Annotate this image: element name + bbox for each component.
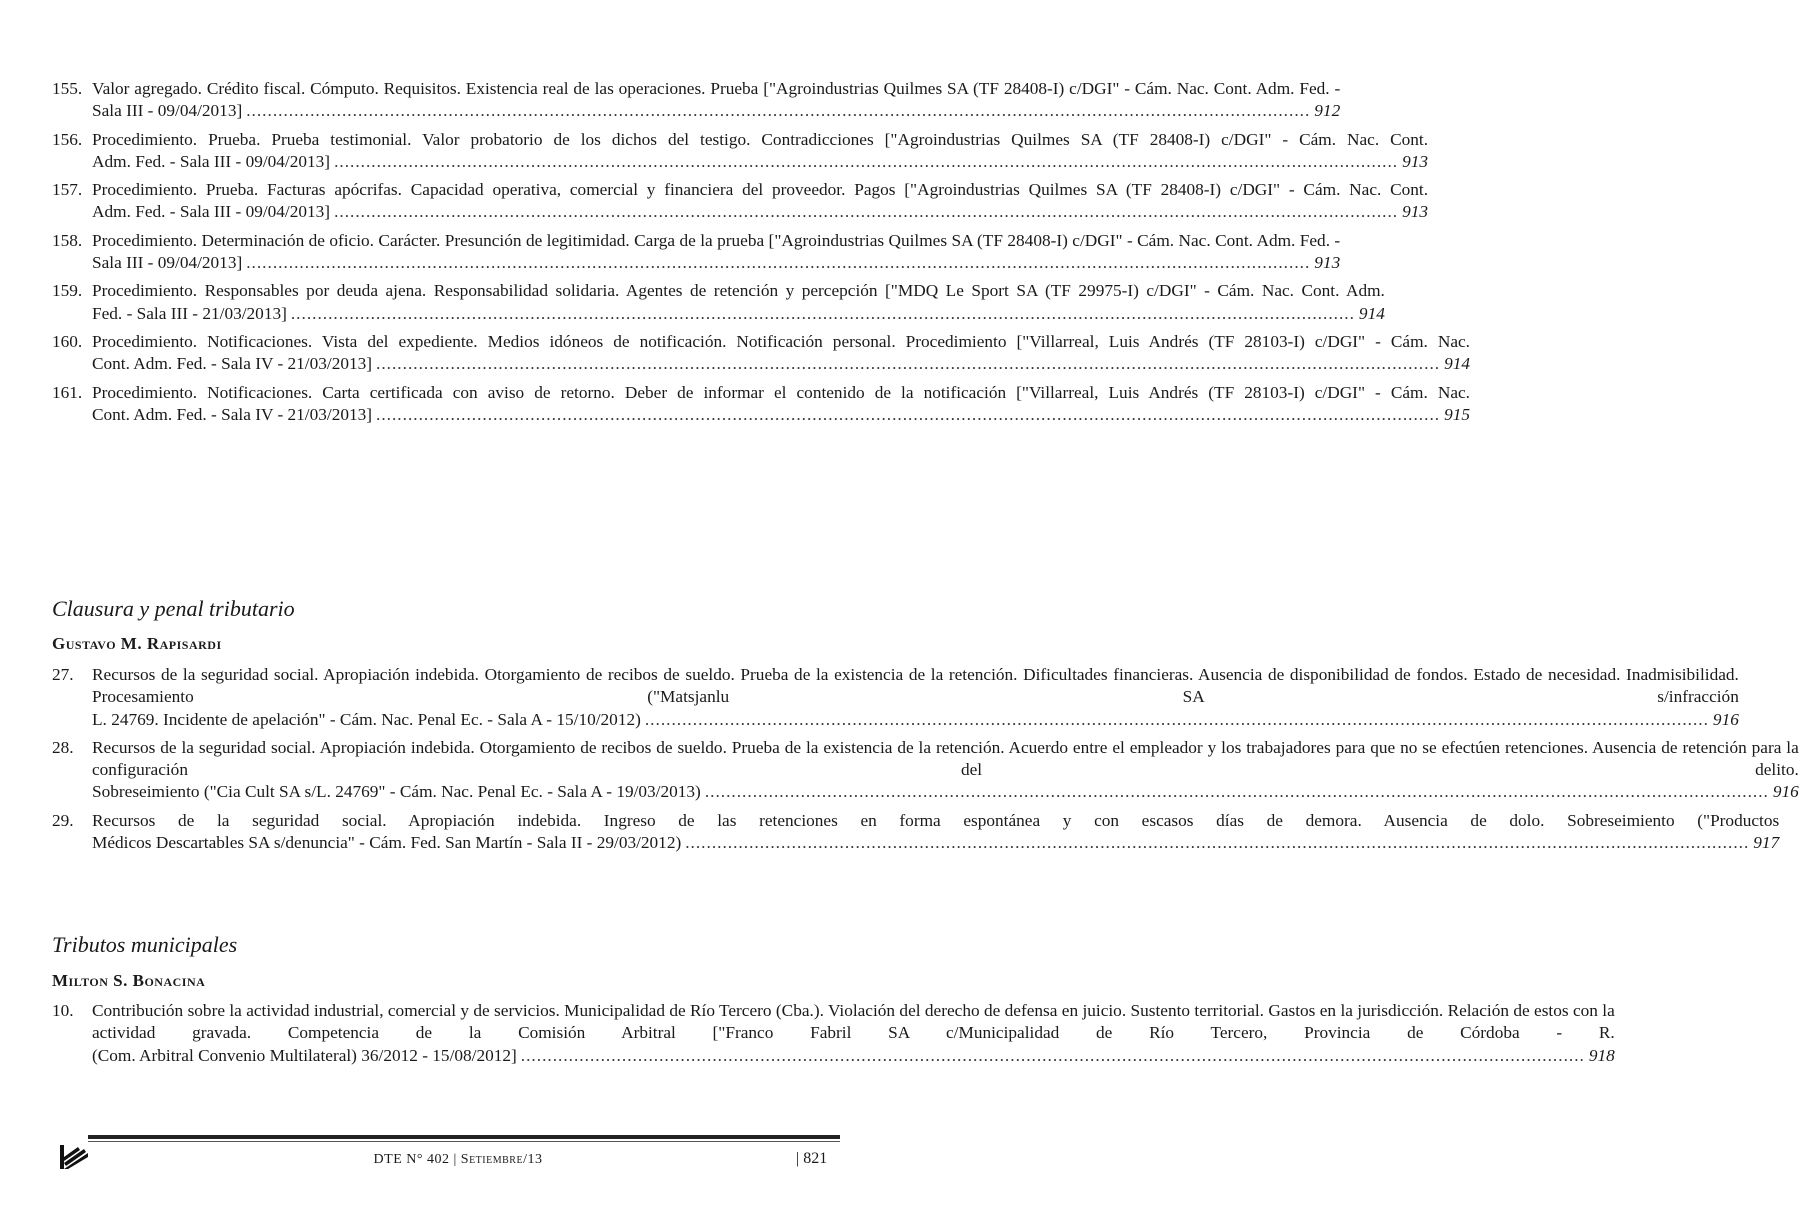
entry-citation: L. 24769. Incidente de apelación" - Cám. Nac. Penal Ec. - Sala A - 15/10/2012) xyxy=(92,709,641,729)
dot-leader: ........................................................................................................................................................................................................ xyxy=(334,202,1399,222)
entry-text xyxy=(92,129,1428,174)
entry-text xyxy=(92,179,1428,224)
entry-number: 28. xyxy=(52,737,74,757)
entry-description: Procedimiento. Notificaciones. Vista del expediente. Medios idóneos de notificación. Notificación personal. Procedimiento ["Villarreal, Luis Andrés (TF 28103-I) c/DGI" - Cám. Nac. xyxy=(92,331,1470,351)
entry-description: Procedimiento. Prueba. Prueba testimonial. Valor probatorio de los dichos del testigo. Contradicciones ["Agroindustrias Quilmes SA (TF 28408-I) c/DGI" - Cám. Nac. Cont. xyxy=(92,129,1429,149)
entry-description: Recursos de la seguridad social. Apropiación indebida. Otorgamiento de recibos de sueldo. Prueba de la existencia de la retención. Dificultades financieras. Ausencia de disponibilidad de fondos. Estado de necesidad. Inadmisibilidad. Procesamiento ("Matsjanlu SA s/infracción xyxy=(92,665,1739,707)
index-entry xyxy=(52,280,1385,325)
entry-citation: Sala III - 09/04/2013] xyxy=(92,253,243,273)
entry-description: Recursos de la seguridad social. Apropiación indebida. Ingreso de las retenciones en forma espontánea y con escasos días de demora. Ausencia de dolo. Sobreseimiento ("Productos xyxy=(92,810,1780,830)
entry-citation-line xyxy=(92,151,1428,173)
entry-citation-line xyxy=(92,353,1470,375)
entry-citation: Fed. - Sala III - 21/03/2013] xyxy=(92,303,287,323)
entry-number: 155. xyxy=(52,79,83,98)
footer-rule xyxy=(88,1135,840,1139)
entry-number: 158. xyxy=(52,230,83,250)
dot-leader: ........................................................................................................................................................................................................ xyxy=(685,833,1750,853)
entry-page-number: 916 xyxy=(1772,782,1799,802)
index-entry xyxy=(52,737,1799,804)
dot-leader: ........................................................................................................................................................................................................ xyxy=(376,404,1441,424)
entry-page-number: 913 xyxy=(1314,253,1341,273)
entry-description: Procedimiento. Responsables por deuda ajena. Responsabilidad solidaria. Agentes de retención y percepción ["MDQ Le Sport SA (TF 29975-I) c/DGI" - Cám. Nac. Cont. Adm. xyxy=(92,281,1385,301)
entry-citation: (Com. Arbitral Convenio Multilateral) 36/2012 - 15/08/2012] xyxy=(92,1045,517,1065)
entry-text xyxy=(92,1000,1615,1067)
entry-citation: Cont. Adm. Fed. - Sala IV - 21/03/2013] xyxy=(92,404,373,424)
entry-description: Procedimiento. Determinación de oficio. Carácter. Presunción de legitimidad. Carga de la prueba ["Agroindustrias Quilmes SA (TF 28408-I) c/DGI" - Cám. Nac. Cont. Adm. Fed. - xyxy=(92,230,1341,250)
entry-page-number: 912 xyxy=(1314,101,1341,121)
entry-number: 29. xyxy=(52,810,74,830)
dot-leader: ........................................................................................................................................................................................................ xyxy=(246,253,1311,273)
index-entry xyxy=(52,78,1341,123)
entries-list-clausura xyxy=(52,664,1799,860)
entry-citation-line xyxy=(92,252,1340,274)
entry-citation-line xyxy=(92,781,1799,803)
index-entry xyxy=(52,179,1429,224)
index-entry xyxy=(52,129,1429,174)
dot-leader: ........................................................................................................................................................................................................ xyxy=(704,782,1769,802)
footer-issue: Setiembre/13 xyxy=(460,1152,543,1167)
entry-citation-line xyxy=(92,100,1340,122)
entry-page-number: 914 xyxy=(1444,354,1470,374)
footer-journal: DTE N° 402 xyxy=(373,1152,450,1167)
entry-text xyxy=(92,737,1799,804)
entry-page-number: 913 xyxy=(1402,151,1429,171)
entry-citation-line xyxy=(92,1045,1615,1067)
entry-page-number: 918 xyxy=(1588,1045,1615,1065)
entry-number: 157. xyxy=(52,180,83,200)
index-entry xyxy=(52,810,1780,855)
entry-text xyxy=(92,810,1779,855)
dot-leader: ........................................................................................................................................................................................................ xyxy=(246,101,1311,121)
entry-description: Contribución sobre la actividad industrial, comercial y de servicios. Municipalidad de Río Tercero (Cba.). Violación del derecho de defensa en juicio. Sustento territorial. Gastos en la jurisdicción. Relación de estos con la actividad gravada. Competencia de la Comisión Arbitral ["Franco Fabril SA c/Municipalidad de Río Tercero, Provincia de Córdoba - R. xyxy=(92,1001,1615,1043)
entry-page-number: 917 xyxy=(1753,833,1780,853)
footer-page-number: | 821 xyxy=(796,1150,828,1167)
entry-citation-line xyxy=(92,303,1385,325)
section-author-bonacina: Milton S. Bonacina xyxy=(52,971,206,990)
index-entry xyxy=(52,382,1470,427)
entry-citation: Adm. Fed. - Sala III - 09/04/2013] xyxy=(92,202,331,222)
entry-description: Procedimiento. Notificaciones. Carta certificada con aviso de retorno. Deber de informar el contenido de la notificación ["Villarreal, Luis Andrés (TF 28103-I) c/DGI" - Cám. Nac. xyxy=(92,382,1470,402)
index-entry xyxy=(52,664,1739,731)
entry-text xyxy=(92,280,1385,325)
footer-journal-info xyxy=(0,1152,916,1168)
footer-separator: | xyxy=(453,1152,457,1167)
entry-description: Procedimiento. Prueba. Facturas apócrifas. Capacidad operativa, comercial y financiera del proveedor. Pagos ["Agroindustrias Quilmes SA (TF 28408-I) c/DGI" - Cám. Nac. Cont. xyxy=(92,180,1429,200)
entries-list-procedimiento xyxy=(52,78,1470,432)
section-title-clausura: Clausura y penal tributario xyxy=(52,596,295,621)
entries-list-tributos xyxy=(52,1000,1615,1073)
entry-description: Recursos de la seguridad social. Apropiación indebida. Otorgamiento de recibos de sueldo. Prueba de la existencia de la retención. Acuerdo entre el empleador y los trabajadores para que no se efectúen retenciones. Ausencia de retención para la configuración del delito. xyxy=(92,737,1799,780)
entry-citation: Sala III - 09/04/2013] xyxy=(92,101,243,121)
entry-page-number: 916 xyxy=(1712,709,1739,729)
entry-citation: Sobreseimiento ("Cia Cult SA s/L. 24769" - Cám. Nac. Penal Ec. - Sala A - 19/03/2013) xyxy=(92,782,701,802)
dot-leader: ........................................................................................................................................................................................................ xyxy=(376,354,1441,374)
section-title-tributos: Tributos municipales xyxy=(52,932,238,957)
entry-citation-line xyxy=(92,832,1779,854)
dot-leader: ........................................................................................................................................................................................................ xyxy=(290,303,1355,323)
entry-description: Valor agregado. Crédito fiscal. Cómputo. Requisitos. Existencia real de las operaciones. Prueba ["Agroindustrias Quilmes SA (TF 28408-I) c/DGI" - Cám. Nac. Cont. Adm. Fed. - xyxy=(92,79,1341,98)
dot-leader: ........................................................................................................................................................................................................ xyxy=(520,1045,1585,1065)
footer-rule-thin xyxy=(88,1141,840,1142)
entry-number: 156. xyxy=(52,129,83,149)
entry-citation: Médicos Descartables SA s/denuncia" - Cám. Fed. San Martín - Sala II - 29/03/2012) xyxy=(92,833,682,853)
index-entry xyxy=(52,1000,1615,1067)
entry-citation-line xyxy=(92,201,1428,223)
entry-text xyxy=(92,664,1739,731)
entry-text xyxy=(92,382,1470,427)
entry-citation-line xyxy=(92,709,1739,731)
entry-text xyxy=(92,230,1340,275)
entry-page-number: 915 xyxy=(1444,404,1470,424)
entry-number: 160. xyxy=(52,331,83,351)
entry-number: 27. xyxy=(52,665,74,684)
entry-number: 10. xyxy=(52,1001,74,1020)
entry-text xyxy=(92,78,1340,123)
entry-number: 159. xyxy=(52,281,83,301)
entry-citation: Adm. Fed. - Sala III - 09/04/2013] xyxy=(92,151,331,171)
dot-leader: ........................................................................................................................................................................................................ xyxy=(334,151,1399,171)
dot-leader: ........................................................................................................................................................................................................ xyxy=(644,709,1709,729)
entry-citation: Cont. Adm. Fed. - Sala IV - 21/03/2013] xyxy=(92,354,373,374)
entry-page-number: 914 xyxy=(1358,303,1385,323)
section-author-rapisardi: Gustavo M. Rapisardi xyxy=(52,634,222,653)
index-entry xyxy=(52,230,1341,275)
entry-page-number: 913 xyxy=(1402,202,1429,222)
entry-text xyxy=(92,331,1470,376)
entry-number: 161. xyxy=(52,382,83,402)
index-entry xyxy=(52,331,1470,376)
entry-citation-line xyxy=(92,404,1470,426)
